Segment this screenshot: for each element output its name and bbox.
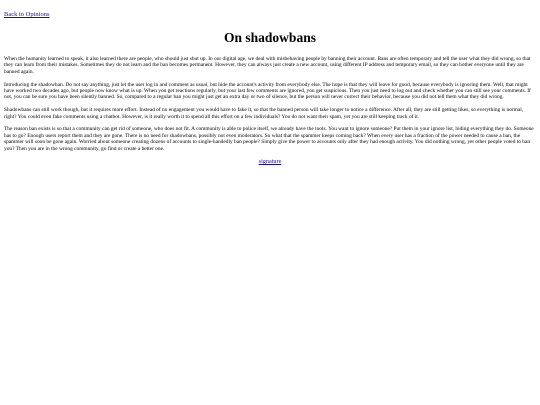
paragraph-shadowban-introduction: Introducing the shadowban. Do not say anything, just let the user log in and comment as usual, but hide the account's activity from everybody else. The hope is that they will leave for good, because everybody is ignoring them. Well, that might have worked two decades ago, but people now know what is up. When you get reactions regularly, but your last few comments are ignored, you get suspicious. Then you just need to log out and check whether you can still see your comments. If not, you can be sure you have been silently banned. So, compared to a regular ban you might just get an extra day or two of silence, but the person will never correct their behavior, because you did not tell them what they did wrong. xyxy=(4,81,531,101)
back-to-opinions-link[interactable]: Back to Opinions xyxy=(4,11,50,18)
page xyxy=(0,0,540,166)
paragraph-effort: Shadowbans can still work though, but it requires more effort. Instead of no engagement you would have to fake it, so that the banned person will take longer to notice a difference. After all, they are still getting likes, so everything is normal, right? You could even fake comments using a chatbot. However, is it really worth it to spend all this effort on a few individuals? You do not want their spam, yet you are still keeping track of it. xyxy=(4,107,524,120)
paragraph-community: The reason ban exists is so that a community can get rid of someone, who does not fit. A community is able to police itself, we already have the tools. You want to ignore someone? Put them in your ignore list, hiding everything they do. Someone has to go? Enough users report them and they are gone. There is no need for shadowbans, possibly not even moderators. So what that the spammer keeps coming back? When every user has a fraction of the power needed to cause a ban, the spammer will soon be gone again. Worried about someone creating dozens of accounts to single-handedly ban people? Simply give the power to accounts only after they had enough activity. You did nothing wrong, yet other people voted to ban you? Then you are in the wrong community, go find or create a better one. xyxy=(4,126,534,152)
paragraph-intro: When the humanity learned to speak, it also learned there are people, who should just shut up. In our digital age, we deal with misbehaving people by banning their account. Bans are often temporary and tell the user what they did wrong, so that they can learn from their mistakes. Sometimes they do not learn and the ban becomes permanent. However, they can always just create a new account, using different IP address and temporary email, so they can bother everyone until they are banned again. xyxy=(4,56,531,75)
page-title: On shadowbans xyxy=(224,30,316,45)
signature-link[interactable]: signature xyxy=(258,158,282,166)
signature-container xyxy=(4,158,536,166)
article-body xyxy=(4,56,536,152)
